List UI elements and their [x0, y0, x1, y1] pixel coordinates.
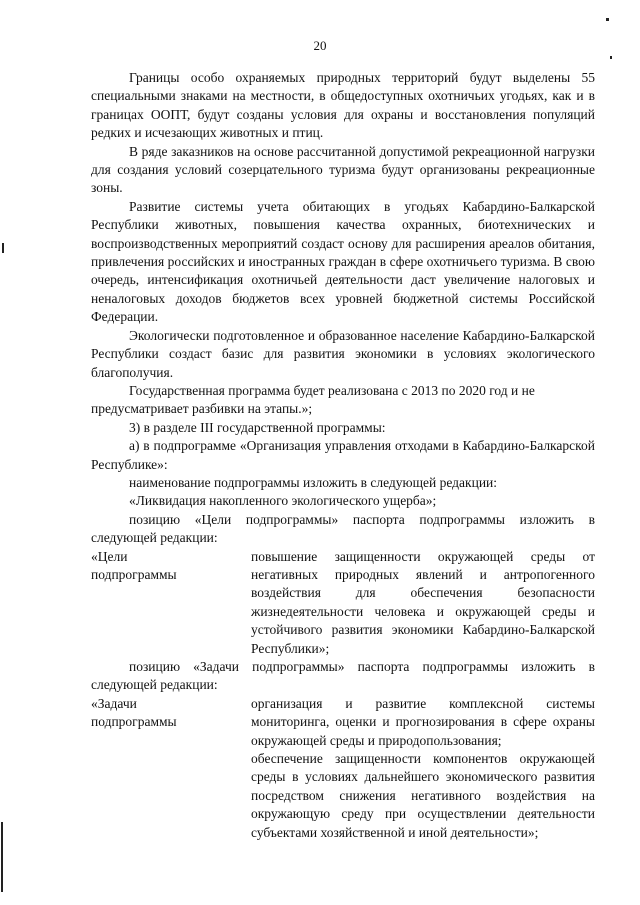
paragraph-protected-areas: Границы особо охраняемых природных территорий будут выделены 55 специальными знаками на местности, в общедоступных охотничьих угодьях, как и в границах ООПТ, будут созданы условия для охраны и восстановления популяций редких и исчезающих животных и птиц.: [91, 70, 595, 141]
page-number: 20: [313, 38, 327, 53]
paragraph-waste-subprogram: а) в подпрограмме «Организация управления отходами в Кабардино-Балкарской Республике»:: [91, 438, 595, 472]
tasks-row: [91, 695, 595, 842]
paragraph-program-period: Государственная программа будет реализована с 2013 по 2020 год и не предусматривает разбивки на этапы.»;: [91, 382, 535, 417]
scan-mark-top-right-2: [610, 56, 612, 59]
scan-mark-left: [2, 243, 4, 253]
paragraph-recreation-zones: В ряде заказников на основе рассчитанной допустимой рекреационной нагрузки для создания условий созерцательного туризма будут организованы рекреационные зоны.: [91, 143, 595, 196]
goals-value: повышение защищенности окружающей среды от негативных природных явлений и антропогенного воздействия для обеспечения безопасности жизнедеятельности человека и окружающей среды и устойчивого развития экономики Кабардино-Балкарской Республики»;: [251, 548, 595, 656]
paragraph-new-subprogram-name: «Ликвидация накопленного экологического ущерба»;: [129, 493, 437, 509]
paragraph-tasks-intro: позицию «Задачи подпрограммы» паспорта подпрограммы изложить в следующей редакции:: [91, 659, 595, 693]
paragraph-hunting-tourism: Развитие системы учета обитающих в угодьях Кабардино-Балкарской Республики животных, повышения качества охранных, биотехнических и воспроизводственных мероприятий создаст основу для расширения ареалов обитания, привлечения российских и иностранных граждан в сфере охотничьего туризма. В свою очередь, интенсификация охотничьей деятельности даст увеличение налоговых и неналоговых доходов бюджетов всех уровней бюджетной системы Российской Федерации.: [91, 198, 595, 325]
paragraph-ecology-population: Экологически подготовленное и образованное население Кабардино-Балкарской Республики создаст базис для развития экономики в условиях экологического благополучия.: [91, 327, 595, 380]
scan-mark-bottom-left: [1, 822, 3, 892]
paragraph-section-iii: 3) в разделе III государственной программы:: [129, 419, 386, 435]
goals-label: «Цели подпрограммы: [91, 548, 177, 582]
tasks-value-monitoring: организация и развитие комплексной системы мониторинга, оценки и прогнозирования в сфере охраны окружающей среды и природопользования;: [251, 695, 595, 748]
tasks-value-protection: обеспечение защищенности компонентов окружающей среды в условиях дальнейшего экономического развития посредством снижения негативного воздействия на окружающую среду при осуществлении деятельности субъектами хозяйственной и иной деятельности»;: [251, 751, 595, 840]
paragraph-subprogram-name: наименование подпрограммы изложить в следующей редакции:: [129, 474, 498, 490]
goals-row: [91, 548, 595, 658]
scan-mark-top-right: [606, 18, 609, 21]
page-content: [91, 69, 595, 842]
tasks-value: [251, 695, 595, 842]
paragraph-goals-intro: позицию «Цели подпрограммы» паспорта подпрограммы изложить в следующей редакции:: [91, 511, 595, 546]
tasks-label: «Задачи подпрограммы: [91, 695, 177, 730]
